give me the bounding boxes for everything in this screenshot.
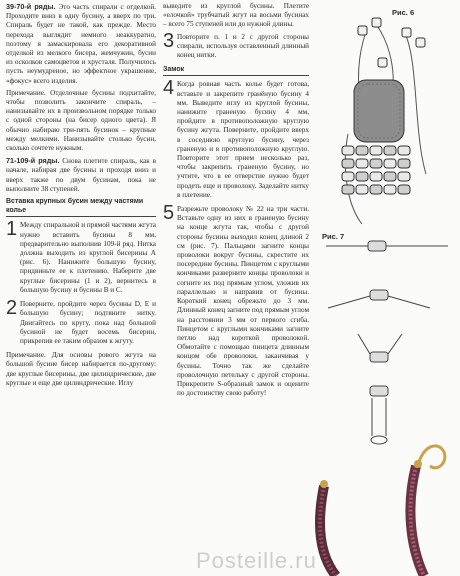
section-title: Вставка крупных бусин между частями колье xyxy=(6,197,156,217)
zamok-heading: Замок xyxy=(163,65,309,76)
step-5-number: 5 xyxy=(163,202,175,225)
step-2-number: 2 xyxy=(6,297,18,320)
step-4 xyxy=(163,77,309,200)
intro-paragraph: выведите из круглой бусины. Плетите «елочкой» трубчатый жгут на восьми бусинах – всего 75 ступеней или до нужной длины. xyxy=(163,2,309,29)
note-1: Примечание. Отделочные бусины подхитайте, чтобы позволить закончите спираль, – нанизывайте их в произвольном порядке только с одной стороны (на бисер одного цвета). Я обычно набираю три-пять бусинок – крупные между мелкими. Нанизывайте столько бусин, сколько сочтете нужным. xyxy=(6,88,156,153)
step-5 xyxy=(163,202,309,398)
figure-7-label: Рис. 7 xyxy=(322,232,345,241)
figure-6-label: Рис. 6 xyxy=(392,8,415,17)
step-2 xyxy=(6,297,156,346)
step-4-text: Когда ровная часть колье будет готова, вставьте и закрепите гранёную бусину 4 мм. Выведите иглу из круглой бусины, нанижите граненую бусину 4 мм, пройдите в противоположную круглую бусину жгута. Поверните, пройдите вверх в соседнюю круглую бусину, через граненую и в противоположную круглую. Повторите этот прием несколько раз, чтобы закрепить граненую бусину, но учтите, что в ее отверстие нужно будет продеть еще и проволоку. Заделайте нитку в плетение. xyxy=(177,80,309,199)
step-1-text: Между спиральной и прямой частями жгута нужно вставить бусины 8 мм, предварительно выполнив 109-й ряд. Нитка должна выходить из круглой бисерины А (рис. 6). Нанижите большую бусину, придвиньте ее к плетению. Наберите две круглые бисерины (1 и 2), вернитесь в большую бусину и бусины В и С. xyxy=(20,221,156,294)
step-1-number: 1 xyxy=(6,218,18,241)
figure-6-illustration xyxy=(318,14,458,234)
step-2-text: Поверните, пройдите через бусины D, E и большую бусину; подтяните нитку. Двигайтесь по кругу, пока над большой бусиной не будет восемь бисерин, прикрепив ее таким образом к жгуту. xyxy=(20,300,156,345)
note-2: Примечание. Для основы рового жгута на большой бусине бисер набирается по-другому: две круглые бисерины, две цилиндрические, две круглые и еще две цилиндрические. Иглу xyxy=(6,351,156,387)
step-3-number: 3 xyxy=(163,29,175,52)
rows-39-70-paragraph xyxy=(6,2,156,86)
rows-39-70-heading: 39-70-й ряды. xyxy=(6,2,56,11)
rows-39-70-text: Это часть спирали с отделкой. Проходите вниз в одну бусину, а вверх по три. Спираль будет не такой, как прежде. Место перехода выглядит немного неаккуратно, поэтому я замаскировала его декоративной отделкой из мелкого бисера, жемчужин, бусин из осколков самоцветов и хрусталя. Получилось пусть неумудреное, но эффектное украшение, «фокус» всего изделия. xyxy=(6,3,156,85)
rows-71-109-paragraph xyxy=(6,156,156,194)
step-4-number: 4 xyxy=(163,77,175,100)
column-1 xyxy=(6,2,156,391)
watermark: Posteille.ru xyxy=(196,548,317,573)
rows-71-109-text: Снова плетите спираль, как в начале, набирая две бусины и проходя вниз и вверх также по двум бусинам, пока не выполните 38 ступеней. xyxy=(6,157,157,193)
rows-71-109-heading: 71-109-й ряды. xyxy=(6,156,60,166)
figure-7-illustration xyxy=(318,236,458,446)
step-5-text: Разрежьте проволоку № 22 на три части. Вставьте одну из них в граненую бусину на конце жгута так, чтобы с другой стороны бусины выходил конец длиной 2 см (рис. 7). Пальцами загните концы проволоки вокруг бусины, скрестите их посередине бусины. Пинцетом с круглыми кончиками разверните концы проволоки и согните их под прямым углом, уложив их параллельно и направив от бусины. Короткий конец обрежьте до 3 мм. Длинный конец загните под прямым углом на расстоянии 3 мм от первого сгиба. Пинцетом с круглыми кончиками загните петлю над короткой проволокой. Обмотайте с помощью пинцета длинным концом обе проволоки, заканчивая у бусины. Точно так же сделайте проволочную петельку с другой стороны. Прикрепите S-образный замок и оцените по достоинству свою работу! xyxy=(177,205,309,398)
step-3 xyxy=(163,29,309,61)
necklace-photo xyxy=(306,426,456,576)
column-2 xyxy=(163,2,309,403)
step-3-text: Повторите п. 1 и 2 с другой стороны спирали, используя оставленный длинный конец нитки. xyxy=(177,32,309,60)
step-1 xyxy=(6,218,156,295)
